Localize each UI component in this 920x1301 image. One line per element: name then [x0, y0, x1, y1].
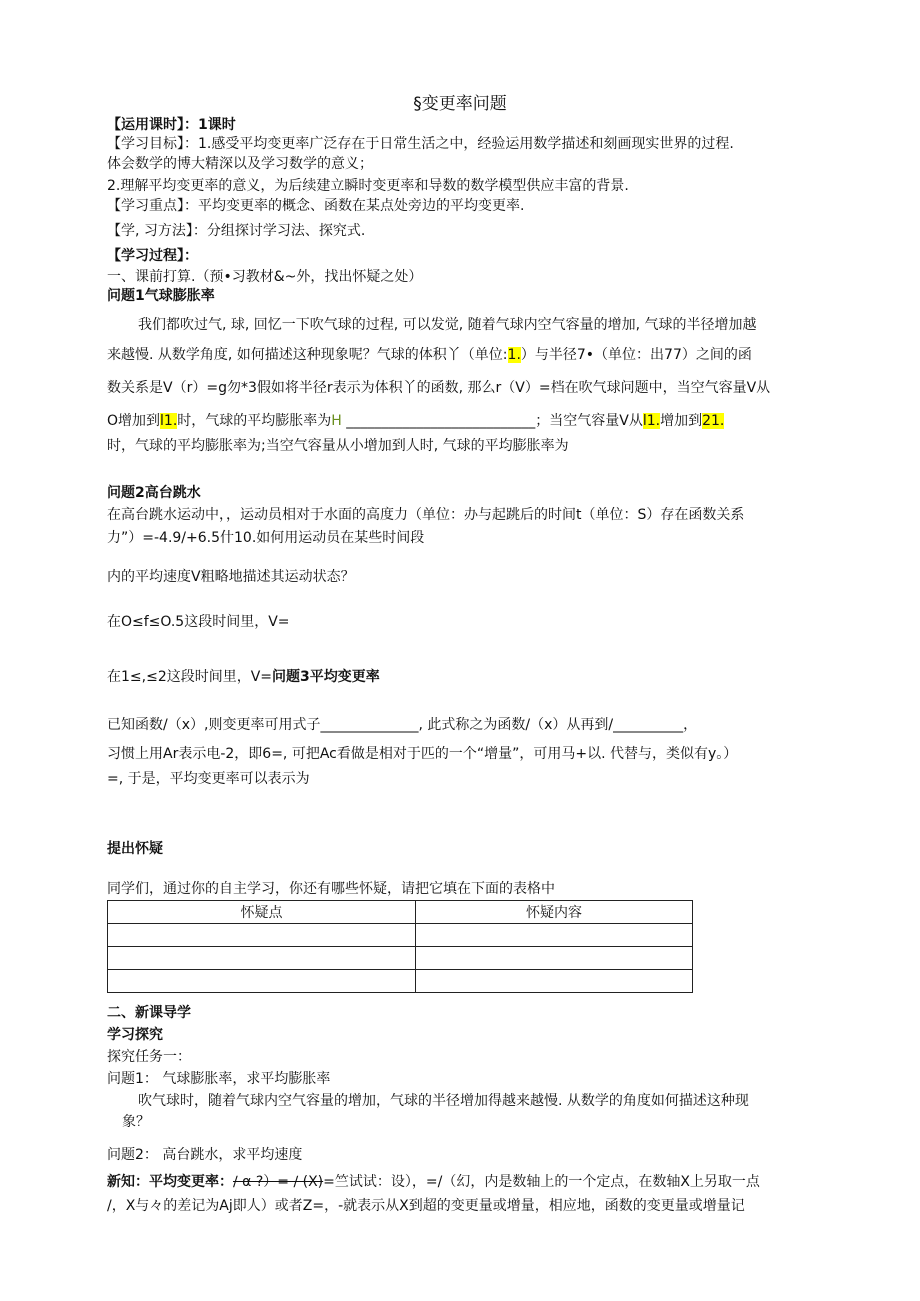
key-points: 【学习重点】：平均变更率的概念、函数在某点处旁边的平均变更率. [107, 198, 525, 214]
exploration-task-1: 探究任务一： [107, 1049, 191, 1065]
raise-doubts-heading: 提出怀疑 [107, 841, 163, 857]
balloon-text: 来越慢. 从数学角度, 如何描述这种现象呢？气球的体积丫（单位: [107, 347, 508, 363]
table-cell[interactable] [108, 924, 416, 947]
learning-goals-1-text: 【学习目标】：1.感受平均变更率广泛存在于日常生活之中，经验运用数学描述和刻画现实世界的过程. [107, 136, 734, 152]
rate-definition-2: 习惯上用Ar表示电-2，即6=, 可把Ac看做是相对于匹的一个“增量”，可用马+以. 代替与，类似有y。） [107, 746, 738, 762]
diving-paragraph-2: 力”）=-4.9/+6.5什10.如何用运动员在某些时间段 [107, 530, 425, 546]
table-header: 怀疑点 [108, 901, 416, 924]
diving-paragraph-1: 在高台跳水运动中，，运动员相对于水面的高度力（单位：办与起跳后的时间t（单位：S）存在函数关系 [107, 507, 745, 523]
highlight-mark: 1. [507, 347, 521, 363]
rate-definition-3: =, 于是，平均变更率可以表示为 [107, 771, 310, 787]
text-segment: ___________________________；当空气容量V从 [341, 413, 643, 429]
learning-goals-2: 体会数学的博大精深以及学习数学的意义； [107, 156, 373, 172]
diving-interval-1: 在O≤f≤O.5这段时间里，V= [107, 614, 290, 630]
balloon-paragraph-5: 时，气球的平均膨胀率为;当空气容量从小增加到人时, 气球的平均膨胀率为 [107, 438, 569, 454]
text-segment: 在1≤,≤2这段时间里，V= [107, 669, 273, 685]
table-row [108, 970, 693, 993]
learning-goals-1 [107, 135, 734, 154]
problem3-heading: 问题3平均变更率 [272, 669, 380, 685]
text-segment: 增加到 [660, 413, 703, 429]
table-row [108, 924, 693, 947]
class-hours-text: 【运用课时】：1课时 [107, 117, 236, 133]
doubts-table [107, 900, 693, 993]
table-cell[interactable] [108, 947, 416, 970]
learning-goals-3: 2.理解平均变更率的意义，为后续建立瞬时变更率和导数的数学模型供应丰富的背景. [107, 178, 629, 194]
page-title: §变更率问题 [413, 94, 507, 114]
class-hours [107, 116, 236, 135]
text-segment: O增加到 [107, 413, 161, 429]
new-lesson-heading: 二、新课导学 [107, 1005, 191, 1021]
learning-process-heading: 【学习过程】： [107, 248, 198, 264]
task1-problem1-desc-2: 象？ [122, 1114, 150, 1130]
table-header: 怀疑内容 [416, 901, 693, 924]
doubts-instruction: 同学们，通过你的自主学习，你还有哪些怀疑，请把它填在下面的表格中 [107, 881, 555, 897]
table-cell[interactable] [416, 947, 693, 970]
table-header-row [108, 901, 693, 924]
new-knowledge-label: 新知：平均变更率： [107, 1174, 233, 1190]
table-cell[interactable] [108, 970, 416, 993]
new-knowledge-text: =竺试试：设），=/（幻，内是数轴上的一个定点，在数轴X上另取一点 [323, 1174, 760, 1190]
pre-class-prep: 一、课前打算.（预•习教材&~外，找出怀疑之处） [107, 269, 423, 285]
task1-problem1-desc: 吹气球时，随着气球内空气容量的增加，气球的半径增加得越来越慢. 从数学的角度如何描述这种现 [138, 1093, 749, 1109]
struck-formula: ∕ α ?）= ∕ (X) [233, 1174, 324, 1190]
highlight-mark: l1. [642, 413, 661, 429]
balloon-paragraph-1: 我们都吹过气, 球, 回忆一下吹气球的过程, 可以发觉, 随着气球内空气容量的增加, 气球的半径增加越 [138, 317, 757, 333]
problem2-heading: 问题2高台跳水 [107, 485, 201, 501]
balloon-paragraph-2 [107, 346, 752, 365]
table-row [108, 947, 693, 970]
diving-paragraph-3: 内的平均速度V粗略地描述其运动状态？ [107, 569, 355, 585]
highlight-mark: l1. [160, 413, 178, 429]
task1-problem1: 问题1： 气球膨胀率，求平均膨胀率 [107, 1071, 331, 1087]
learning-exploration-heading: 学习探究 [107, 1027, 163, 1043]
highlight-mark: 21. [702, 413, 725, 429]
green-mark: H [331, 413, 342, 429]
new-knowledge-2: /，X与々的差记为Aj即人）或者Z=，-就表示从X到超的变更量或增量，相应地，函数的变更量或增量记 [107, 1198, 745, 1214]
balloon-text-rest: ）与半径7•（单位：出77）之间的函 [520, 347, 752, 363]
rate-definition-1: 已知函数/（x）,则变更率可用式子______________, 此式称之为函数/（x）从再到/__________， [107, 717, 698, 733]
table-cell[interactable] [416, 924, 693, 947]
learning-methods: 【学, 习方法】：分组探讨学习法、探究式. [107, 223, 366, 239]
balloon-paragraph-4 [107, 412, 724, 431]
problem1-heading: 问题1气球膨胀率 [107, 288, 215, 304]
table-cell[interactable] [416, 970, 693, 993]
text-segment: 时，气球的平均膨胀率为 [177, 413, 332, 429]
balloon-paragraph-3: 数关系是V（r）=g勿*3假如将半径r表示为体积丫的函数, 那么r（V）=档在吹气球问题中，当空气容量V从 [107, 380, 771, 396]
task1-problem2: 问题2： 高台跳水，求平均速度 [107, 1147, 303, 1163]
new-knowledge [107, 1173, 760, 1192]
diving-interval-2 [107, 668, 380, 687]
